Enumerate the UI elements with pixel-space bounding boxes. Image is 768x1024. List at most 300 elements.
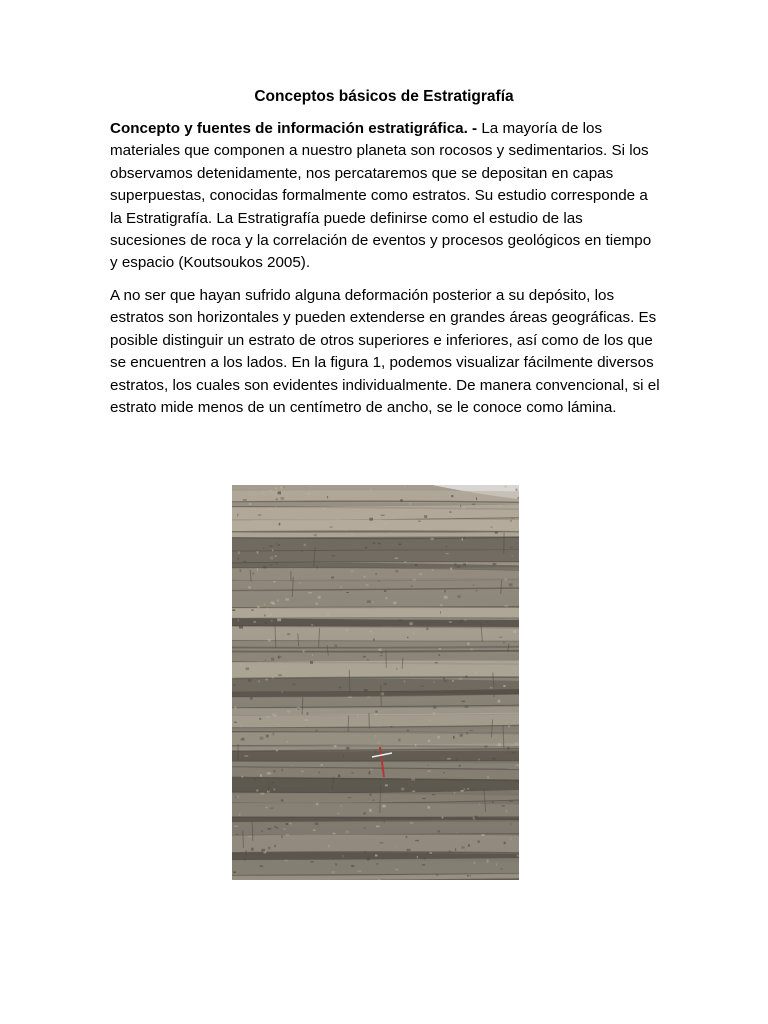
rock-texture-speck [374, 713, 378, 715]
stratum-band [232, 661, 519, 679]
rock-texture-speck [466, 562, 467, 565]
rock-texture-speck [264, 615, 265, 617]
rock-texture-speck [275, 487, 277, 489]
rock-texture-speck [378, 879, 380, 880]
rock-texture-speck [364, 689, 368, 691]
rock-texture-speck [301, 770, 304, 772]
rock-texture-speck [334, 745, 337, 748]
rock-texture-speck [235, 797, 237, 798]
rock-texture-speck [243, 499, 247, 501]
rock-texture-speck [259, 718, 261, 720]
rock-texture-speck [443, 679, 447, 682]
rock-texture-speck [322, 508, 325, 509]
rock-texture-speck [457, 832, 458, 833]
rock-texture-speck [422, 864, 426, 865]
bedding-line [232, 761, 519, 762]
rock-texture-speck [365, 584, 368, 586]
rock-texture-speck [357, 871, 361, 872]
rock-texture-speck [258, 662, 260, 663]
stratum-band [232, 607, 519, 618]
rock-texture-speck [410, 503, 412, 505]
rock-texture-speck [399, 544, 402, 546]
rock-texture-speck [263, 547, 264, 548]
rock-texture-speck [498, 743, 501, 746]
rock-texture-speck [243, 561, 247, 562]
rock-texture-speck [278, 491, 281, 494]
rock-texture-speck [248, 586, 251, 588]
rock-texture-speck [435, 662, 438, 664]
rock-texture-speck [268, 639, 272, 642]
rock-texture-speck [406, 836, 408, 838]
rock-texture-speck [277, 600, 279, 602]
rock-texture-speck [401, 512, 403, 513]
rock-texture-speck [311, 624, 313, 625]
rock-texture-speck [273, 770, 276, 773]
paragraph-2: A no ser que hayan sufrido alguna deformación posterior a su depósito, los estratos son horizontales y pueden extenderse en grandes áreas geográficas. Es posible distinguir un estrato de otros superiores e inferiores, así como de los que se encuentren a los lados. En la figura 1, podemos visualizar fácilmente diversos estratos, los cuales son evidentes individualmente. De manera convencional, si el estrato mide menos de un centímetro de ancho, se le conoce como lámina. [110, 287, 660, 417]
rock-texture-speck [516, 764, 519, 766]
rock-texture-speck [462, 701, 466, 703]
rock-texture-speck [459, 678, 463, 680]
rock-texture-speck [476, 590, 478, 591]
rock-texture-speck [369, 809, 372, 812]
strata-photo [232, 485, 519, 880]
rock-texture-speck [348, 697, 352, 698]
bedding-line [232, 531, 519, 532]
rock-texture-speck [370, 769, 373, 770]
rock-texture-speck [407, 849, 411, 851]
rock-texture-speck [275, 555, 277, 557]
rock-texture-speck [401, 788, 404, 791]
rock-texture-speck [378, 648, 381, 651]
rock-texture-speck [256, 790, 258, 792]
rock-texture-speck [245, 511, 249, 513]
rock-texture-speck [262, 510, 266, 512]
rock-texture-speck [452, 680, 454, 682]
rock-texture-speck [240, 664, 242, 667]
rock-texture-speck [283, 828, 286, 830]
rock-texture-speck [428, 740, 430, 742]
rock-texture-speck [278, 674, 282, 676]
rock-texture-speck [463, 537, 465, 539]
rock-texture-speck [283, 666, 286, 667]
rock-texture-speck [430, 852, 432, 854]
rock-texture-speck [318, 771, 320, 774]
rock-texture-speck [287, 633, 290, 635]
rock-texture-speck [342, 855, 343, 857]
rock-texture-speck [443, 772, 445, 773]
rock-texture-speck [286, 741, 288, 742]
rock-texture-speck [479, 804, 480, 805]
rock-texture-speck [264, 622, 267, 623]
rock-texture-speck [446, 546, 447, 548]
rock-texture-speck [456, 759, 458, 762]
rock-texture-speck [418, 521, 420, 522]
rock-texture-speck [376, 826, 380, 828]
rock-texture-speck [474, 816, 477, 818]
rock-texture-speck [240, 569, 242, 572]
rock-texture-speck [510, 547, 513, 548]
rock-texture-speck [370, 631, 373, 632]
rock-texture-speck [460, 505, 461, 507]
rock-texture-speck [398, 739, 400, 742]
rock-texture-speck [461, 620, 463, 622]
rock-texture-speck [454, 792, 455, 794]
paragraph-1 [110, 118, 660, 275]
rock-texture-speck [385, 597, 387, 599]
rock-texture-speck [437, 830, 440, 832]
paragraph-1-lead: Concepto y fuentes de información estratigráfica. - [110, 120, 478, 137]
rock-texture-speck [246, 667, 250, 670]
rock-texture-speck [433, 712, 436, 715]
stratum-band [232, 590, 519, 608]
rock-texture-speck [237, 557, 239, 560]
rock-texture-speck [379, 842, 383, 843]
rock-texture-speck [311, 861, 314, 863]
rock-texture-speck [260, 774, 262, 777]
strata-layers [232, 485, 519, 880]
rock-texture-speck [237, 796, 239, 798]
rock-texture-speck [415, 744, 417, 747]
rock-joint [252, 822, 253, 842]
rock-texture-speck [430, 538, 434, 540]
rock-texture-speck [274, 789, 276, 791]
rock-texture-speck [328, 845, 330, 847]
rock-texture-speck [367, 697, 370, 698]
rock-texture-speck [464, 706, 468, 707]
rock-texture-speck [309, 486, 311, 487]
rock-texture-speck [291, 765, 293, 766]
rock-texture-speck [260, 793, 264, 795]
rock-texture-speck [396, 846, 397, 848]
rock-texture-speck [384, 522, 387, 524]
rock-texture-speck [384, 683, 387, 685]
rock-texture-speck [276, 498, 278, 500]
rock-texture-speck [364, 576, 366, 578]
rock-texture-speck [233, 872, 236, 874]
rock-texture-speck [239, 813, 241, 816]
rock-texture-speck [276, 543, 278, 544]
rock-texture-speck [415, 564, 418, 566]
rock-texture-speck [241, 738, 245, 740]
rock-texture-speck [315, 730, 318, 732]
rock-texture-speck [375, 735, 376, 736]
rock-texture-speck [365, 547, 367, 549]
rock-texture-speck [498, 700, 501, 703]
rock-texture-speck [478, 840, 480, 843]
rock-texture-speck [270, 808, 273, 809]
rock-texture-speck [449, 511, 451, 513]
rock-texture-speck [242, 776, 244, 778]
rock-texture-speck [396, 668, 397, 670]
rock-texture-speck [426, 852, 428, 855]
rock-texture-speck [364, 827, 365, 829]
rock-texture-speck [273, 733, 275, 736]
rock-texture-speck [320, 764, 323, 765]
rock-texture-speck [382, 805, 386, 808]
rock-texture-speck [375, 751, 377, 753]
rock-texture-speck [503, 685, 505, 687]
rock-texture-speck [378, 580, 379, 581]
rock-texture-speck [269, 508, 271, 509]
rock-texture-speck [475, 672, 478, 674]
rock-texture-speck [258, 515, 262, 516]
rock-texture-speck [307, 712, 309, 715]
rock-texture-speck [315, 823, 319, 825]
rock-texture-speck [304, 719, 308, 721]
rock-texture-speck [272, 714, 275, 716]
rock-texture-speck [437, 736, 440, 739]
rock-texture-speck [447, 758, 451, 759]
rock-texture-speck [271, 620, 273, 621]
rock-texture-speck [450, 568, 452, 570]
rock-texture-speck [232, 677, 234, 678]
rock-texture-speck [364, 852, 367, 853]
rock-texture-speck [377, 863, 379, 865]
rock-texture-speck [338, 775, 340, 778]
rock-texture-speck [303, 650, 305, 652]
rock-texture-speck [381, 515, 385, 517]
rock-texture-speck [270, 557, 273, 560]
rock-texture-speck [416, 527, 417, 529]
rock-texture-speck [458, 595, 461, 598]
rock-texture-speck [487, 621, 489, 623]
rock-texture-speck [517, 497, 519, 499]
rock-texture-speck [372, 601, 373, 603]
paragraph-1-body: La mayoría de los materiales que componen a nuestro planeta son rocosos y sedimentarios. Si los observamos detenidamente, nos percataremos que se depositan en capas superpuestas, conocidas formalmente como estratos. Su estudio corresponde a la Estratigrafía. La Estratigrafía puede definirse como el estudio de las sucesiones de roca y la correlación de eventos y procesos geológicos en tiempo y espacio (Koutsoukos 2005). [110, 120, 652, 272]
rock-texture-speck [316, 603, 318, 605]
rock-texture-speck [286, 823, 289, 825]
rock-texture-speck [492, 758, 496, 760]
rock-texture-speck [467, 642, 470, 645]
rock-texture-speck [432, 493, 436, 494]
rock-texture-speck [458, 622, 462, 623]
rock-texture-speck [478, 759, 480, 761]
rock-texture-speck [373, 542, 376, 544]
rock-texture-speck [440, 611, 441, 613]
document-title: Conceptos básicos de Estratigrafía [254, 88, 514, 105]
rock-texture-speck [457, 566, 461, 568]
rock-texture-speck [317, 566, 318, 568]
stratum-band [232, 490, 519, 502]
rock-texture-speck [465, 676, 468, 678]
rock-texture-speck [278, 724, 279, 726]
rock-texture-speck [469, 730, 473, 731]
rock-texture-speck [276, 749, 278, 751]
rock-texture-speck [257, 606, 259, 608]
rock-texture-speck [272, 676, 274, 678]
rock-texture-speck [395, 869, 399, 871]
rock-texture-speck [348, 797, 351, 798]
rock-texture-speck [281, 835, 283, 838]
rock-texture-speck [440, 604, 442, 607]
rock-texture-speck [248, 836, 251, 837]
rock-texture-speck [238, 619, 239, 621]
rock-texture-speck [455, 563, 457, 566]
rock-texture-speck [369, 518, 373, 521]
rock-texture-speck [509, 801, 513, 803]
rock-texture-speck [461, 846, 464, 849]
rock-texture-speck [270, 602, 273, 604]
rock-texture-speck [280, 486, 284, 489]
rock-texture-speck [237, 514, 238, 517]
rock-texture-speck [519, 572, 520, 574]
rock-texture-speck [289, 823, 292, 825]
rock-texture-speck [433, 682, 434, 683]
rock-texture-speck [503, 642, 505, 644]
rock-texture-speck [424, 515, 427, 518]
rock-texture-speck [515, 780, 519, 782]
rock-texture-speck [453, 736, 455, 739]
rock-texture-speck [380, 655, 383, 656]
rock-texture-speck [448, 850, 450, 853]
rock-texture-speck [314, 534, 317, 536]
rock-texture-speck [451, 495, 453, 497]
rock-texture-speck [316, 803, 318, 806]
rock-texture-speck [337, 813, 340, 814]
rock-texture-speck [357, 714, 358, 717]
rock-texture-speck [505, 486, 507, 488]
rock-texture-speck [265, 678, 268, 680]
rock-texture-speck [276, 562, 277, 564]
rock-texture-speck [444, 590, 445, 593]
rock-texture-speck [512, 555, 513, 556]
rock-texture-speck [502, 805, 505, 807]
rock-texture-speck [500, 868, 502, 869]
rock-texture-speck [469, 874, 470, 877]
rock-texture-speck [451, 624, 453, 625]
rock-joint [503, 725, 504, 748]
rock-texture-speck [470, 648, 473, 650]
rock-texture-speck [346, 830, 349, 832]
rock-texture-speck [411, 586, 413, 587]
rock-texture-speck [239, 626, 243, 629]
rock-texture-speck [337, 518, 339, 519]
rock-texture-speck [282, 769, 283, 772]
rock-texture-speck [464, 620, 467, 621]
rock-texture-speck [495, 531, 498, 533]
rock-texture-speck [504, 579, 507, 581]
rock-texture-speck [269, 545, 272, 546]
rock-texture-speck [487, 860, 489, 863]
rock-texture-speck [339, 687, 341, 689]
rock-texture-speck [370, 489, 372, 492]
strata-photo-illustration [232, 485, 519, 880]
rock-texture-speck [260, 737, 264, 740]
rock-texture-speck [268, 828, 272, 830]
rock-texture-speck [510, 520, 512, 521]
stratum-band [232, 820, 519, 835]
rock-texture-speck [267, 772, 271, 775]
rock-texture-speck [395, 557, 399, 559]
rock-texture-speck [280, 656, 282, 657]
rock-texture-speck [262, 491, 264, 494]
rock-texture-speck [233, 684, 235, 686]
rock-texture-speck [476, 497, 477, 500]
rock-texture-speck [275, 506, 276, 507]
rock-texture-speck [271, 658, 274, 661]
rock-texture-speck [428, 764, 429, 766]
rock-texture-speck [504, 842, 506, 845]
rock-texture-speck [429, 720, 430, 723]
rock-texture-speck [269, 614, 272, 617]
rock-texture-speck [427, 806, 430, 809]
rock-texture-speck [369, 771, 371, 774]
rock-texture-speck [283, 486, 284, 489]
rock-texture-speck [305, 524, 306, 527]
rock-texture-speck [462, 507, 465, 508]
rock-texture-speck [481, 834, 484, 836]
rock-texture-speck [260, 865, 264, 867]
rock-texture-speck [327, 496, 328, 499]
rock-texture-speck [513, 630, 516, 633]
rock-texture-speck [504, 605, 508, 607]
rock-texture-speck [346, 747, 349, 750]
rock-texture-speck [415, 840, 419, 841]
rock-texture-speck [310, 661, 313, 664]
rock-texture-speck [413, 579, 416, 581]
rock-texture-speck [411, 778, 415, 781]
stratum-band [232, 834, 519, 852]
rock-texture-speck [351, 571, 354, 573]
rock-texture-speck [297, 707, 301, 709]
rock-texture-speck [371, 526, 373, 529]
rock-texture-speck [266, 735, 269, 738]
rock-texture-speck [412, 671, 413, 674]
rock-texture-speck [456, 509, 457, 510]
rock-joint [348, 715, 349, 731]
rock-texture-speck [257, 551, 259, 554]
rock-texture-speck [455, 848, 456, 851]
rock-texture-speck [493, 563, 497, 566]
rock-texture-speck [473, 862, 475, 864]
rock-texture-speck [313, 829, 316, 830]
rock-texture-speck [284, 860, 288, 862]
rock-texture-speck [251, 609, 254, 611]
rock-texture-speck [266, 608, 268, 611]
rock-texture-speck [286, 834, 289, 836]
rock-texture-speck [278, 656, 280, 659]
rock-texture-speck [446, 553, 449, 554]
rock-texture-speck [514, 668, 515, 671]
rock-texture-speck [490, 526, 492, 527]
rock-texture-speck [510, 823, 511, 826]
rock-texture-speck [419, 573, 423, 575]
rock-texture-speck [312, 654, 313, 656]
rock-texture-speck [298, 625, 301, 626]
rock-texture-speck [272, 782, 274, 783]
rock-texture-speck [257, 568, 258, 570]
rock-texture-speck [331, 577, 334, 579]
stratum-band [232, 536, 519, 551]
rock-texture-speck [274, 845, 275, 847]
rock-texture-speck [420, 686, 424, 688]
rock-texture-speck [498, 505, 501, 507]
rock-texture-speck [404, 485, 406, 488]
rock-texture-speck [265, 660, 266, 661]
rock-texture-speck [248, 679, 251, 682]
rock-joint [380, 785, 381, 813]
rock-texture-speck [234, 826, 238, 827]
rock-texture-speck [433, 706, 436, 709]
rock-texture-speck [492, 801, 493, 803]
rock-texture-speck [424, 857, 425, 859]
rock-texture-speck [442, 817, 444, 819]
rock-texture-speck [352, 534, 354, 536]
rock-texture-speck [484, 746, 487, 748]
rock-texture-speck [252, 573, 254, 575]
rock-texture-speck [263, 566, 266, 568]
rock-texture-speck [375, 573, 377, 575]
